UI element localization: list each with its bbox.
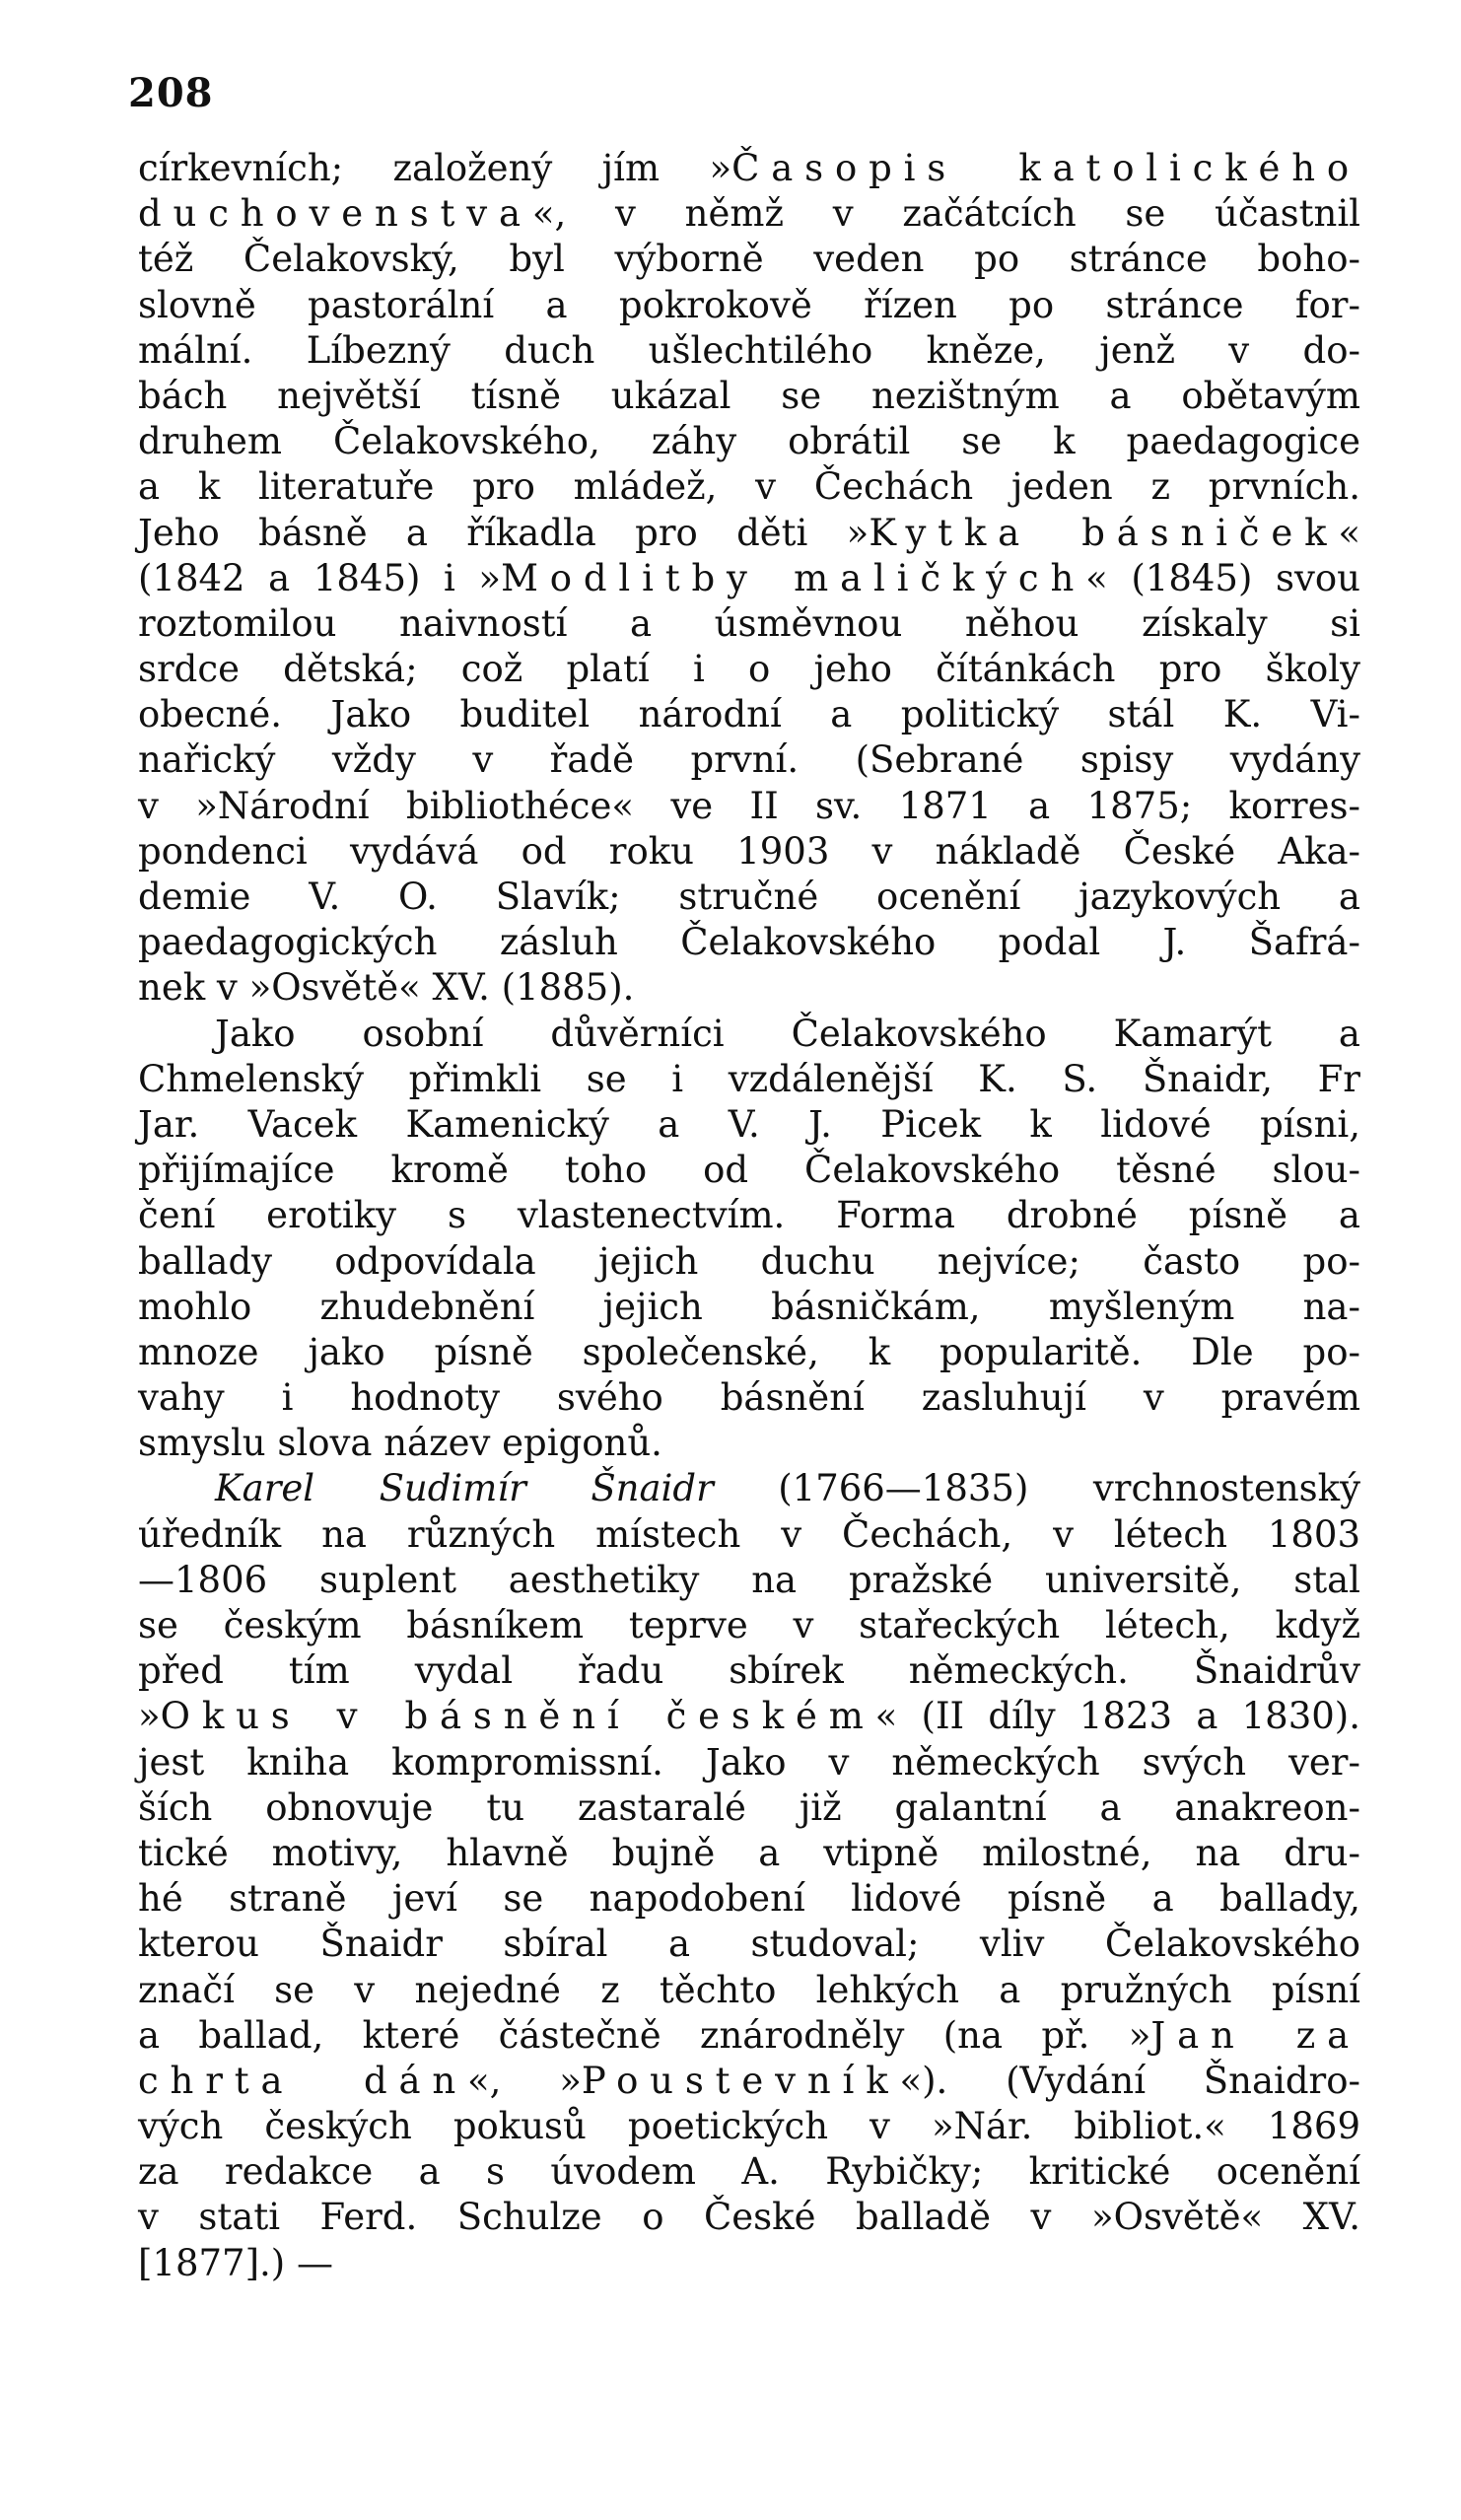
text-line xyxy=(138,2013,1360,2059)
text-line: pondenci vydává od roku 1903 v nákladě České Aka- xyxy=(138,829,1360,873)
text-line: tické motivy, hlavně bujně a vtipně milostné, na dru- xyxy=(138,1831,1360,1874)
text-line: bách největší tísně ukázal se nezištným a obětavým xyxy=(138,374,1360,417)
text-line: v »Národní bibliothéce« ve II sv. 1871 a 1875; korres- xyxy=(138,784,1360,827)
text-run: «). (Vydání Šnaidro- xyxy=(899,2059,1360,2102)
spaced-title: Modlitby maličkých xyxy=(501,556,1086,599)
text-line: roztomilou naivností a úsměvnou něhou získaly si xyxy=(138,601,1360,645)
text-line: mohlo zhudebnění jejich básničkám, myšleným na- xyxy=(138,1285,1360,1328)
text-line: demie V. O. Slavík; stručné ocenění jazykových a xyxy=(138,875,1360,918)
text-line: srdce dětská; což platí i o jeho čítánkách pro školy xyxy=(138,648,1360,691)
paragraph-2 xyxy=(138,1012,1360,1467)
text-run: (1842 a 1845) i » xyxy=(138,556,502,599)
text-line: úředník na různých místech v Čechách, v létech 1803 xyxy=(138,1512,1360,1556)
text-line: značí se v nejedné z těchto lehkých a pružných písní xyxy=(138,1968,1360,2011)
text-line xyxy=(138,191,1360,237)
text-line: Chmelenský přimkli se i vzdálenější K. S. Šnaidr, Fr xyxy=(138,1057,1360,1100)
paragraph-1 xyxy=(138,146,1360,1012)
text-line: ších obnovuje tu zastaralé již galantní a anakreon- xyxy=(138,1785,1360,1829)
text-line: Jako osobní důvěrníci Čelakovského Kamarýt a xyxy=(215,1012,1360,1055)
page-number: 208 xyxy=(128,70,214,116)
text-line: též Čelakovský, byl výborně veden po stránce boho- xyxy=(138,238,1360,281)
text-run: Jeho básně a říkadla pro děti » xyxy=(138,511,870,554)
text-line: —1806 suplent aesthetiky na pražské universitě, stal xyxy=(138,1558,1360,1601)
text-line xyxy=(138,2059,1360,2104)
text-line: druhem Čelakovského, záhy obrátil se k paedagogice xyxy=(138,420,1360,463)
text-line: v stati Ferd. Schulze o České balladě v »Osvětě« XV. xyxy=(138,2196,1360,2239)
text-run: « (1845) svou xyxy=(1085,556,1360,599)
text-line xyxy=(138,511,1360,556)
paragraph-3 xyxy=(138,1466,1360,2285)
text-line: obecné. Jako buditel národní a politický stál K. Vi- xyxy=(138,693,1360,736)
text-line: hé straně jeví se napodobení lidové písně a ballady, xyxy=(138,1877,1360,1921)
text-line: před tím vydal řadu sbírek německých. Šnaidrův xyxy=(138,1649,1360,1693)
text-line: ballady odpovídala jejich duchu nejvíce; často po- xyxy=(138,1239,1360,1283)
text-line xyxy=(138,146,1360,191)
text-line: jest kniha kompromissní. Jako v německých svých ver- xyxy=(138,1740,1360,1784)
spaced-title: Poustevník xyxy=(581,2059,900,2102)
text-line: mální. Líbezný duch ušlechtilého kněze, jenž v do- xyxy=(138,328,1360,372)
text-line: mnoze jako písně společenské, k popularitě. Dle po- xyxy=(138,1330,1360,1373)
text-run: «, » xyxy=(467,2059,582,2102)
text-run: «, v němž v začátcích se účastnil xyxy=(531,192,1360,236)
text-line: Jar. Vacek Kamenický a V. J. Picek k lidové písni, xyxy=(138,1102,1360,1146)
text-run: « (II díly 1823 a 1830). xyxy=(874,1695,1360,1738)
spaced-title: Jan za xyxy=(1150,2013,1361,2057)
text-run: a ballad, které částečně znárodněly (na př. » xyxy=(138,2013,1151,2057)
text-line: vahy i hodnoty svého básnění zasluhují v pravém xyxy=(138,1376,1360,1420)
spaced-title: Kytka básniček xyxy=(869,511,1339,554)
text-line: nařický vždy v řadě první. (Sebrané spisy vydány xyxy=(138,738,1360,782)
spaced-title: Časopis katolického xyxy=(731,147,1361,189)
text-line: slovně pastorální a pokrokově řízen po stránce for- xyxy=(138,283,1360,326)
text-run: » xyxy=(138,1695,161,1738)
text-line: paedagogických zásluh Čelakovského podal J. Šafrá- xyxy=(138,921,1360,964)
text-line: [1877].) — xyxy=(138,2241,333,2284)
author-name: Karel Sudimír Šnaidr xyxy=(215,1467,714,1510)
text-line: nek v »Osvětě« XV. (1885). xyxy=(138,966,635,1010)
text-run: « xyxy=(1338,511,1360,554)
text-line: přijímajíce kromě toho od Čelakovského těsné slou- xyxy=(138,1149,1360,1192)
text-line xyxy=(138,1694,1360,1739)
text-line: se českým básníkem teprve v stařeckých létech, když xyxy=(138,1604,1360,1646)
text-line xyxy=(138,556,1360,601)
text-line xyxy=(138,1466,1360,1511)
text-run: (1766—1835) vrchnostenský xyxy=(713,1467,1360,1510)
text-line: čení erotiky s vlastenectvím. Forma drobné písně a xyxy=(138,1194,1360,1237)
text-line: za redakce a s úvodem A. Rybičky; kritické ocenění xyxy=(138,2150,1360,2194)
spaced-title: duchovenstva xyxy=(138,192,532,236)
text-line: smyslu slova název epigonů. xyxy=(138,1422,662,1465)
text-run: církevních; založený jím » xyxy=(138,147,732,189)
spaced-title: chrta dán xyxy=(138,2059,468,2102)
spaced-title: Okus v básnění českém xyxy=(160,1695,875,1738)
text-line: a k literatuře pro mládež, v Čechách jeden z prvních. xyxy=(138,465,1360,509)
text-line: kterou Šnaidr sbíral a studoval; vliv Čelakovského xyxy=(138,1923,1360,1966)
text-line: vých českých pokusů poetických v »Nár. bibliot.« 1869 xyxy=(138,2105,1360,2148)
body-text xyxy=(138,146,1360,2286)
